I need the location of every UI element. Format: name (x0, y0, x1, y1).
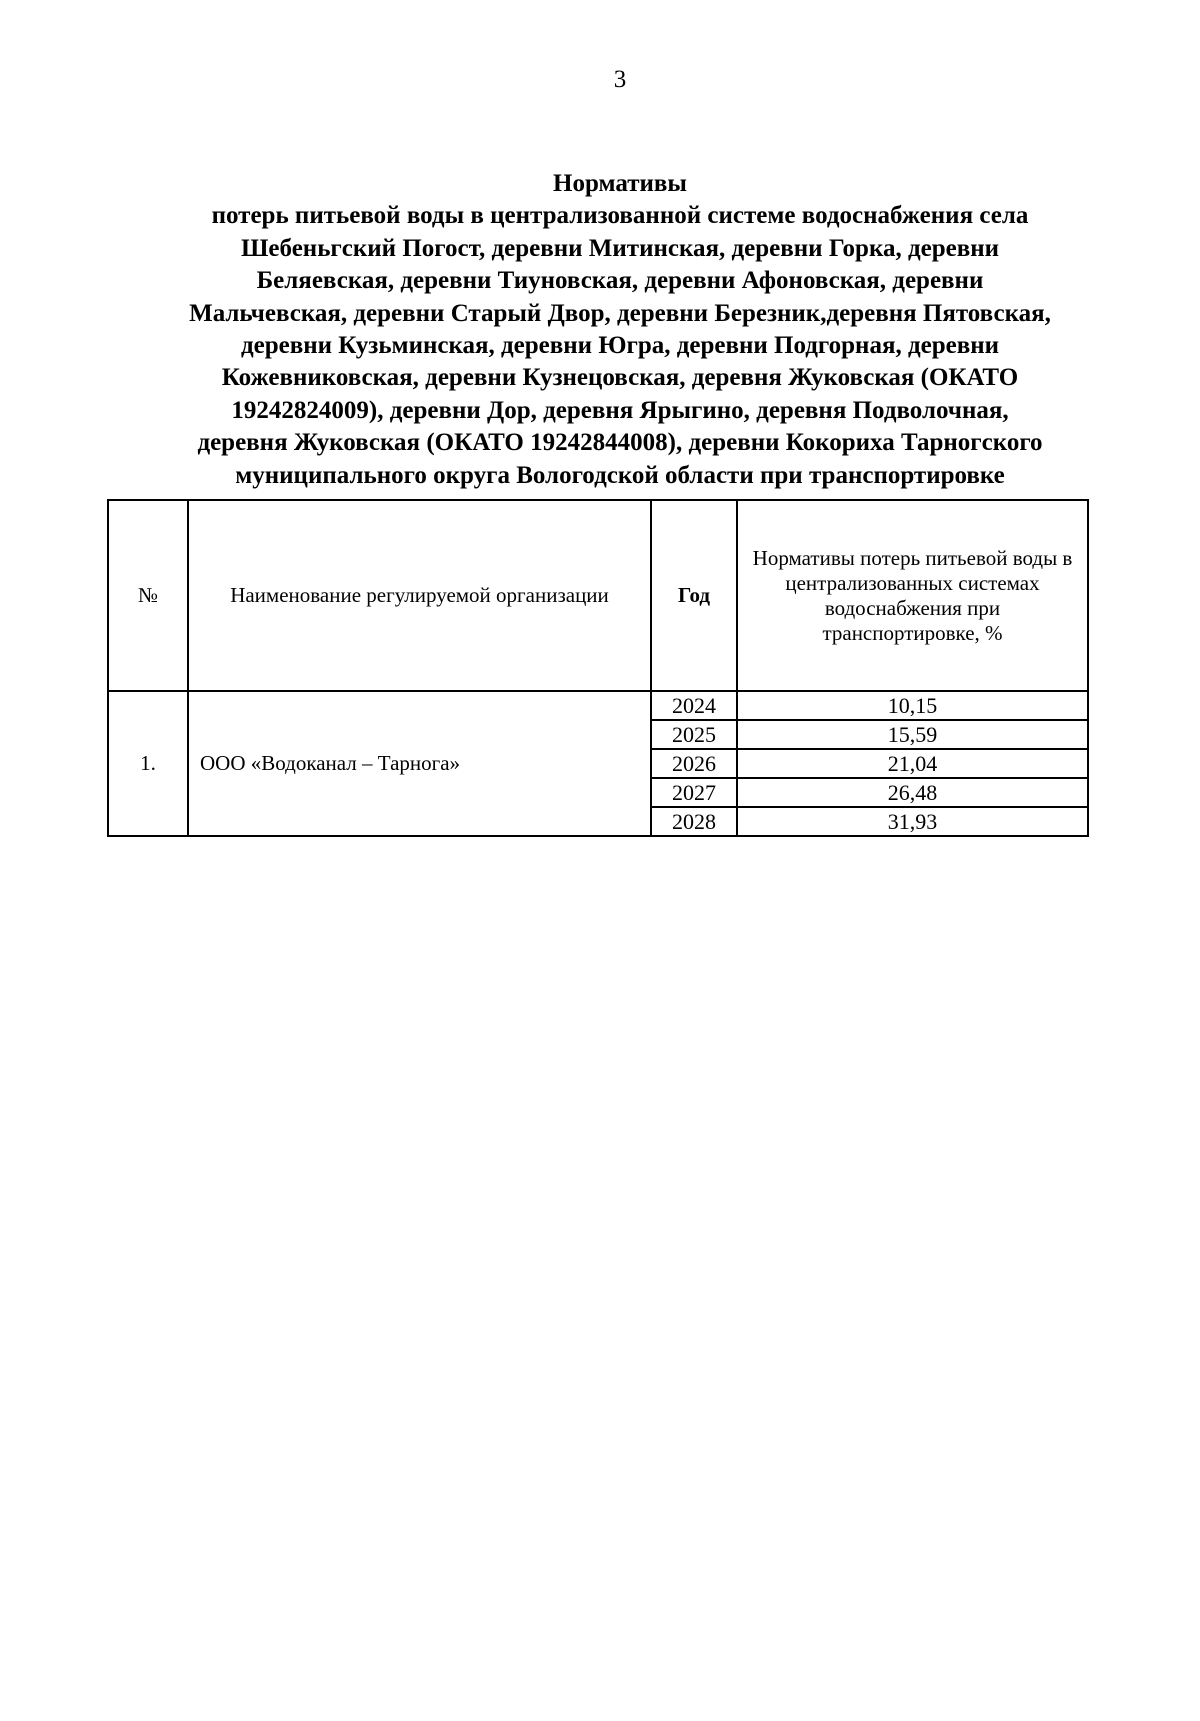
header-norm: Нормативы потерь питьевой воды в централизованных системах водоснабжения при транспортировке, % (737, 500, 1088, 691)
title-line: 19242824009), деревни Дор, деревня Ярыгино, деревня Подволочная, (231, 396, 1009, 424)
title-line: деревня Жуковская (ОКАТО 19242844008), деревни Кокориха Тарногского (197, 429, 1043, 457)
year-cell: 2024 (651, 691, 737, 720)
organization-name: ООО «Водоканал – Тарнога» (188, 691, 651, 836)
title-line: Шебеньгский Погост, деревни Митинская, деревни Горка, деревни (240, 234, 1000, 262)
norm-value-cell: 26,48 (737, 778, 1088, 807)
year-cell: 2027 (651, 778, 737, 807)
table-header-row (108, 500, 1088, 691)
title-line: муниципального округа Вологодской области при транспортировке (235, 461, 1005, 489)
document-title (100, 168, 1140, 492)
title-heading: Нормативы (553, 170, 687, 197)
table-row (108, 691, 1088, 720)
header-number: № (108, 500, 188, 691)
norm-value-cell: 21,04 (737, 749, 1088, 778)
year-cell: 2025 (651, 720, 737, 749)
header-year: Год (651, 500, 737, 691)
title-line: Мальчевская, деревни Старый Двор, деревни Березник,деревня Пятовская, (189, 299, 1051, 327)
norms-table (107, 499, 1089, 837)
title-line: потерь питьевой воды в централизованной системе водоснабжения села (211, 202, 1029, 230)
title-line: деревни Кузьминская, деревни Югра, деревни Подгорная, деревни (240, 332, 1000, 360)
year-cell: 2026 (651, 749, 737, 778)
row-number: 1. (108, 691, 188, 836)
title-line: Беляевская, деревни Тиуновская, деревни Афоновская, деревни (256, 267, 984, 295)
title-line: Кожевниковская, деревни Кузнецовская, деревня Жуковская (ОКАТО (221, 364, 1019, 392)
norm-value-cell: 15,59 (737, 720, 1088, 749)
norm-value-cell: 31,93 (737, 807, 1088, 836)
norm-value-cell: 10,15 (737, 691, 1088, 720)
year-cell: 2028 (651, 807, 737, 836)
page-number: 3 (613, 66, 627, 93)
header-organization: Наименование регулируемой организации (188, 500, 651, 691)
